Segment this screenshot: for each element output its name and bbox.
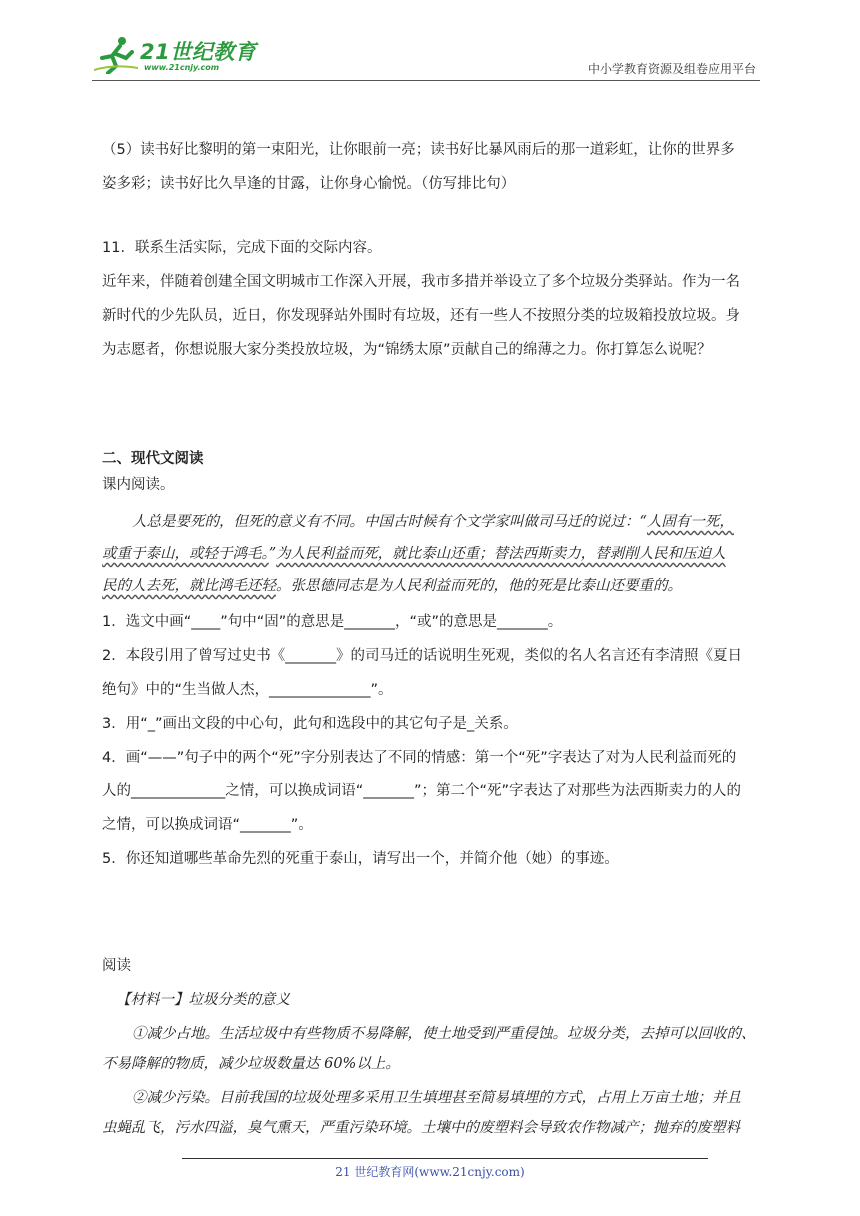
question-4-line-3: 之情，可以换成词语“_______”。 (102, 817, 313, 833)
material-p1-line-1: ①减少占地。生活垃圾中有些物质不易降解，使土地受到严重侵蚀。垃圾分类，去掉可以回收的、 (132, 1026, 756, 1042)
question-4-line-2: 人的_____________之情，可以换成词语“_______”；第二个“死”字表达了对那些为法西斯卖力的人的 (102, 783, 742, 799)
runner-logo-icon (94, 36, 138, 74)
passage-line-3 (102, 572, 762, 600)
passage-text: 。张思德同志是为人民利益而死的，他的死是比泰山还要重的。 (276, 578, 682, 594)
question-5: 5．你还知道哪些革命先烈的死重于泰山，请写出一个，并简介他（她）的事迹。 (102, 851, 619, 867)
passage-quote: 人固有一死， (646, 514, 734, 530)
material-p2-line-2: 虫蝇乱飞，污水四溢，臭气熏天，严重污染环境。土壤中的废塑料会导致农作物减产；抛弃的废塑料 (102, 1120, 740, 1136)
question-2-line-2: 绝句》中的“生当做人杰，______________”。 (102, 682, 393, 698)
passage-text: ” (268, 546, 277, 562)
brand-name: 21世纪教育 (140, 40, 257, 64)
brand-logo[interactable] (92, 30, 262, 78)
passage-line-2 (102, 540, 762, 568)
page-header (92, 30, 760, 80)
brand-url: www.21cnjy.com (144, 63, 220, 72)
question-3: 3．用“_”画出文段的中心句，此句和选段中的其它句子是_关系。 (102, 716, 518, 732)
q11-title: 11．联系生活实际，完成下面的交际内容。 (102, 240, 382, 256)
material-p2-line-1: ②减少污染。目前我国的垃圾处理多采用卫生填埋甚至简易填埋的方式，占用上万亩土地；并且 (132, 1090, 741, 1106)
header-divider (92, 80, 760, 81)
q5-line-2: 姿多彩；读书好比久旱逢的甘露，让你身心愉悦。（仿写排比句） (102, 176, 516, 192)
q11-paragraph-line-2: 新时代的少先队员，近日，你发现驿站外围时有垃圾，还有一些人不按照分类的垃圾箱投放垃圾。身 (102, 308, 740, 324)
platform-name: 中小学教育资源及组卷应用平台 (587, 62, 756, 76)
section-heading: 二、现代文阅读 (102, 451, 204, 467)
passage-line-1 (102, 508, 792, 536)
footer-divider (182, 1158, 708, 1159)
page-footer[interactable]: 21 世纪教育网(www.21cnjy.com) (335, 1165, 525, 1179)
q11-paragraph-line-3: 为志愿者，你想说服大家分类投放垃圾，为“锦绣太原”贡献自己的绵薄之力。你打算怎么说呢？ (102, 342, 712, 358)
question-4-line-1: 4．画“——”句子中的两个“死”字分别表达了不同的情感：第一个“死”字表达了对为人民利益而死的 (102, 750, 737, 766)
material-title: 【材料一】垃圾分类的意义 (116, 992, 290, 1008)
passage-text: 人总是要死的，但死的意义有不同。中国古时候有个文学家叫做司马迁的说过：“ (132, 514, 647, 530)
passage-quote: 或重于泰山，或轻于鸿毛。 (102, 546, 269, 562)
question-2-line-1: 2．本段引用了曾写过史书《_______》的司马迁的话说明生死观，类似的名人名言还有李清照《夏日 (102, 648, 742, 664)
q11-paragraph-line-1: 近年来，伴随着创建全国文明城市工作深入开展，我市多措并举设立了多个垃圾分类驿站。作为一名 (102, 274, 740, 290)
question-1: 1．选文中画“____”句中“固”的意思是_______，“或”的意思是_______。 (102, 614, 563, 630)
passage-underlined: 为人民利益而死，就比泰山还重；替法西斯卖力，替剥削人民和压迫人 (276, 546, 726, 562)
material-p1-line-2: 不易降解的物质，减少垃圾数量达 60%以上。 (102, 1056, 400, 1072)
section-intro: 课内阅读。 (102, 477, 175, 493)
reading-label: 阅读 (102, 958, 131, 974)
q5-line-1: （5）读书好比黎明的第一束阳光，让你眼前一亮；读书好比暴风雨后的那一道彩虹，让你的世界多 (102, 142, 735, 158)
passage-underlined: 民的人去死，就比鸿毛还轻 (102, 578, 276, 594)
